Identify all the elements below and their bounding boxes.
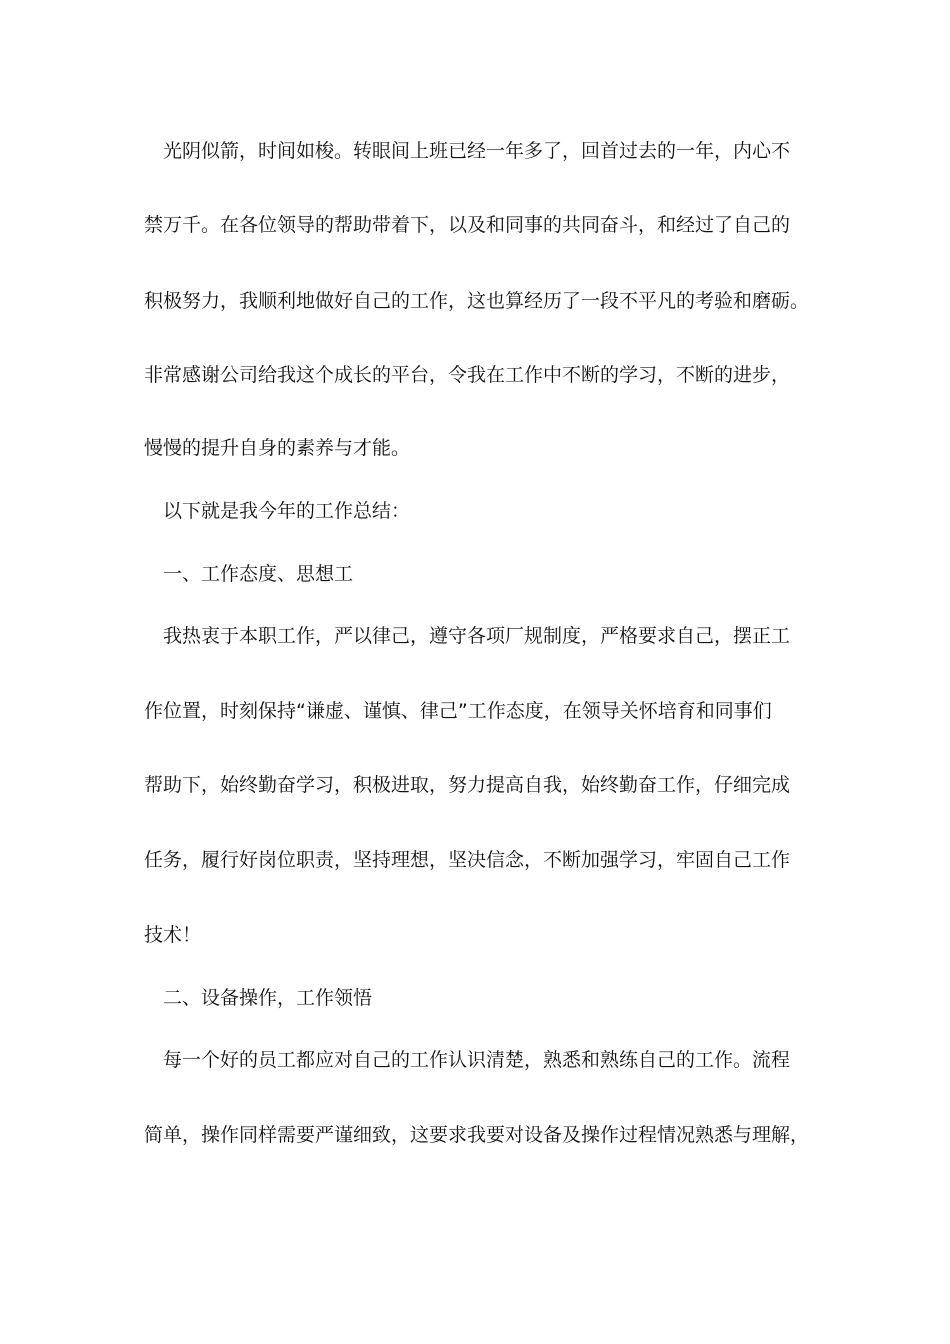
paragraph-1-line-3: 积极努力，我顺利地做好自己的工作，这也算经历了一段不平凡的考验和磨砺。 [144,290,810,312]
paragraph-2-line-5: 技术！ [144,924,202,946]
paragraph-2-line-2: 作位置，时刻保持“谦虚、谨慎、律己”工作态度，在领导关怀培育和同事们 [144,700,772,722]
paragraph-1-line-5: 慢慢的提升自身的素养与才能。 [144,437,411,459]
paragraph-1-line-2: 禁万千。在各位领导的帮助带着下，以及和同事的共同奋斗，和经过了自己的 [144,214,791,236]
paragraph-2-line-1: 我热衷于本职工作，严以律己，遵守各项厂规制度，严格要求自己，摆正工 [163,625,791,647]
paragraph-3-line-1: 每一个好的员工都应对自己的工作认识清楚，熟悉和熟练自己的工作。流程 [163,1049,791,1071]
paragraph-2-line-4: 任务，履行好岗位职责，坚持理想，坚决信念，不断加强学习，牢固自己工作 [144,849,791,871]
summary-intro: 以下就是我今年的工作总结： [163,500,411,522]
paragraph-1-line-4: 非常感谢公司给我这个成长的平台，令我在工作中不断的学习，不断的进步， [144,364,791,386]
paragraph-1-line-1: 光阴似箭，时间如梭。转眼间上班已经一年多了，回首过去的一年，内心不 [163,140,791,162]
section-heading-2: 二、设备操作，工作领悟 [163,987,373,1009]
paragraph-3-line-2: 简单，操作同样需要严谨细致，这要求我要对设备及操作过程情况熟悉与理解， [144,1124,810,1146]
paragraph-2-line-3: 帮助下，始终勤奋学习，积极进取，努力提高自我，始终勤奋工作，仔细完成 [144,774,791,796]
section-heading-1: 一、工作态度、思想工 [163,563,354,585]
